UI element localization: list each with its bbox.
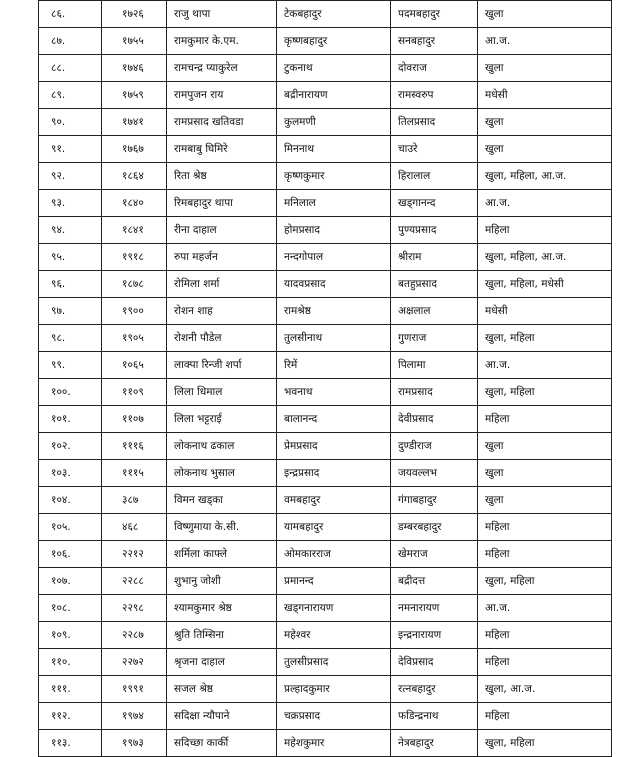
category-cell: खुला, महिला, मधेसी — [478, 271, 612, 298]
candidate-name-cell: रिता श्रेष्ठ — [167, 163, 277, 190]
father-name-cell: महेश्वर — [277, 622, 391, 649]
candidate-name-cell: लिला धिमाल — [167, 379, 277, 406]
candidate-name-cell: रिमबहादुर थापा — [167, 190, 277, 217]
category-cell: खुला — [478, 136, 612, 163]
table-row — [39, 676, 612, 703]
table-row — [39, 406, 612, 433]
father-name-cell: कृष्णकुमार — [277, 163, 391, 190]
category-cell: आ.ज. — [478, 28, 612, 55]
table-row — [39, 82, 612, 109]
grandfather-name-cell: सनबहादुर — [391, 28, 478, 55]
father-name-cell: बद्रीनारायण — [277, 82, 391, 109]
roll-number-cell: २२१२ — [102, 541, 167, 568]
table-row — [39, 1, 612, 28]
grandfather-name-cell: रामप्रसाद — [391, 379, 478, 406]
roll-number-cell: १११५ — [102, 460, 167, 487]
grandfather-name-cell: पुण्यप्रसाद — [391, 217, 478, 244]
grandfather-name-cell: देवीप्रसाद — [391, 406, 478, 433]
father-name-cell: नन्दगोपाल — [277, 244, 391, 271]
roll-number-cell: १९१८ — [102, 244, 167, 271]
roll-number-cell: २२८७ — [102, 622, 167, 649]
category-cell: आ.ज. — [478, 190, 612, 217]
table-row — [39, 487, 612, 514]
grandfather-name-cell: खेमराज — [391, 541, 478, 568]
table-row — [39, 460, 612, 487]
category-cell: खुला — [478, 1, 612, 28]
serial-number-cell: १०५. — [39, 514, 102, 541]
father-name-cell: तुलसीनाथ — [277, 325, 391, 352]
candidate-name-cell: रामकुमार के.एम. — [167, 28, 277, 55]
candidate-name-cell: रामपुजन राय — [167, 82, 277, 109]
father-name-cell: यामबहादुर — [277, 514, 391, 541]
category-cell: मधेसी — [478, 82, 612, 109]
candidate-name-cell: श्यामकुमार श्रेष्ठ — [167, 595, 277, 622]
serial-number-cell: ९२. — [39, 163, 102, 190]
category-cell: खुला, महिला — [478, 325, 612, 352]
grandfather-name-cell: तिलप्रसाद — [391, 109, 478, 136]
roll-number-cell: १८६४ — [102, 163, 167, 190]
serial-number-cell: ९८. — [39, 325, 102, 352]
father-name-cell: ओमकारराज — [277, 541, 391, 568]
table-row — [39, 595, 612, 622]
candidate-name-cell: राजु थापा — [167, 1, 277, 28]
table-row — [39, 379, 612, 406]
serial-number-cell: ८६. — [39, 1, 102, 28]
father-name-cell: वमबहादुर — [277, 487, 391, 514]
grandfather-name-cell: पिलामा — [391, 352, 478, 379]
table-row — [39, 190, 612, 217]
roll-number-cell: १७२६ — [102, 1, 167, 28]
serial-number-cell: ९१. — [39, 136, 102, 163]
roll-number-cell: १८७८ — [102, 271, 167, 298]
roll-number-cell: १७५९ — [102, 82, 167, 109]
serial-number-cell: ११२. — [39, 703, 102, 730]
father-name-cell: इन्द्रप्रसाद — [277, 460, 391, 487]
category-cell: आ.ज. — [478, 352, 612, 379]
grandfather-name-cell: गुणराज — [391, 325, 478, 352]
table-row — [39, 568, 612, 595]
father-name-cell: टुकनाथ — [277, 55, 391, 82]
father-name-cell: खड्गनारायण — [277, 595, 391, 622]
candidate-name-cell: रामबाबु घिमिरे — [167, 136, 277, 163]
candidate-name-cell: श्रुति तिम्सिना — [167, 622, 277, 649]
candidate-name-cell: रोशनी पौडेल — [167, 325, 277, 352]
roll-number-cell: १८४१ — [102, 217, 167, 244]
roll-number-cell: ११०९ — [102, 379, 167, 406]
father-name-cell: यादवप्रसाद — [277, 271, 391, 298]
grandfather-name-cell: जयवल्लभ — [391, 460, 478, 487]
category-cell: खुला, महिला, आ.ज. — [478, 244, 612, 271]
serial-number-cell: ११३. — [39, 730, 102, 757]
serial-number-cell: ११०. — [39, 649, 102, 676]
grandfather-name-cell: रत्नबहादुर — [391, 676, 478, 703]
serial-number-cell: ९५. — [39, 244, 102, 271]
table-row — [39, 649, 612, 676]
serial-number-cell: ९०. — [39, 109, 102, 136]
table-row — [39, 28, 612, 55]
candidate-name-cell: शुभानु जोशी — [167, 568, 277, 595]
roll-number-cell: १७४६ — [102, 55, 167, 82]
candidates-table — [38, 0, 612, 757]
serial-number-cell: ८९. — [39, 82, 102, 109]
grandfather-name-cell: खड्गानन्द — [391, 190, 478, 217]
candidate-name-cell: रीना दाहाल — [167, 217, 277, 244]
roll-number-cell: ११०७ — [102, 406, 167, 433]
roll-number-cell: २२८८ — [102, 568, 167, 595]
father-name-cell: रिमें — [277, 352, 391, 379]
candidate-name-cell: सजल श्रेष्ठ — [167, 676, 277, 703]
father-name-cell: बालानन्द — [277, 406, 391, 433]
category-cell: महिला — [478, 406, 612, 433]
grandfather-name-cell: नमनारायण — [391, 595, 478, 622]
candidate-name-cell: लोकनाथ ढकाल — [167, 433, 277, 460]
table-row — [39, 298, 612, 325]
candidate-name-cell: लाक्पा रिन्जी शर्पा — [167, 352, 277, 379]
candidate-name-cell: लिला भट्टराई — [167, 406, 277, 433]
table-row — [39, 730, 612, 757]
candidate-name-cell: लोकनाथ भुसाल — [167, 460, 277, 487]
grandfather-name-cell: चाउरे — [391, 136, 478, 163]
category-cell: खुला, महिला, आ.ज. — [478, 163, 612, 190]
grandfather-name-cell: देविप्रसाद — [391, 649, 478, 676]
roll-number-cell: २२९८ — [102, 595, 167, 622]
category-cell: महिला — [478, 514, 612, 541]
results-list — [38, 0, 611, 757]
candidate-name-cell: रोशन शाह — [167, 298, 277, 325]
father-name-cell: होमप्रसाद — [277, 217, 391, 244]
candidate-name-cell: सदिच्छा कार्की — [167, 730, 277, 757]
grandfather-name-cell: हिरालाल — [391, 163, 478, 190]
candidate-name-cell: विष्णुमाया के.सी. — [167, 514, 277, 541]
father-name-cell: भवनाथ — [277, 379, 391, 406]
candidate-name-cell: रामचन्द्र प्याकुरेल — [167, 55, 277, 82]
category-cell: मधेसी — [478, 298, 612, 325]
grandfather-name-cell: पदमबहादुर — [391, 1, 478, 28]
candidate-name-cell: श्रृजना दाहाल — [167, 649, 277, 676]
serial-number-cell: १०४. — [39, 487, 102, 514]
father-name-cell: मिननाथ — [277, 136, 391, 163]
category-cell: खुला, महिला — [478, 379, 612, 406]
father-name-cell: कुलमणी — [277, 109, 391, 136]
serial-number-cell: ९६. — [39, 271, 102, 298]
father-name-cell: महेशकुमार — [277, 730, 391, 757]
serial-number-cell: १०९. — [39, 622, 102, 649]
roll-number-cell: १७४१ — [102, 109, 167, 136]
category-cell: खुला, महिला — [478, 568, 612, 595]
category-cell: आ.ज. — [478, 595, 612, 622]
grandfather-name-cell: डम्बरबहादुर — [391, 514, 478, 541]
table-row — [39, 271, 612, 298]
serial-number-cell: ८७. — [39, 28, 102, 55]
grandfather-name-cell: फडिन्द्रनाथ — [391, 703, 478, 730]
father-name-cell: कृष्णबहादुर — [277, 28, 391, 55]
serial-number-cell: ९४. — [39, 217, 102, 244]
candidate-name-cell: सदिक्षा न्यौपाने — [167, 703, 277, 730]
candidate-name-cell: रोमिला शर्मा — [167, 271, 277, 298]
category-cell: महिला — [478, 217, 612, 244]
category-cell: महिला — [478, 622, 612, 649]
category-cell: महिला — [478, 703, 612, 730]
serial-number-cell: १०७. — [39, 568, 102, 595]
category-cell: खुला — [478, 433, 612, 460]
roll-number-cell: १०६५ — [102, 352, 167, 379]
roll-number-cell: २२७२ — [102, 649, 167, 676]
table-row — [39, 325, 612, 352]
serial-number-cell: ९९. — [39, 352, 102, 379]
table-row — [39, 514, 612, 541]
roll-number-cell: ३८७ — [102, 487, 167, 514]
father-name-cell: तुलसीप्रसाद — [277, 649, 391, 676]
candidates-table-body — [39, 1, 612, 757]
roll-number-cell: १८४० — [102, 190, 167, 217]
roll-number-cell: १७५५ — [102, 28, 167, 55]
roll-number-cell: १७६७ — [102, 136, 167, 163]
category-cell: खुला, आ.ज. — [478, 676, 612, 703]
father-name-cell: प्रेमप्रसाद — [277, 433, 391, 460]
table-row — [39, 163, 612, 190]
grandfather-name-cell: अक्षलाल — [391, 298, 478, 325]
father-name-cell: मनिलाल — [277, 190, 391, 217]
grandfather-name-cell: श्रीराम — [391, 244, 478, 271]
table-row — [39, 109, 612, 136]
grandfather-name-cell: दुण्डीराज — [391, 433, 478, 460]
grandfather-name-cell: गंगाबहादुर — [391, 487, 478, 514]
roll-number-cell: ४६८ — [102, 514, 167, 541]
grandfather-name-cell: इन्द्रनारायण — [391, 622, 478, 649]
serial-number-cell: १०३. — [39, 460, 102, 487]
serial-number-cell: १०१. — [39, 406, 102, 433]
table-row — [39, 136, 612, 163]
category-cell: खुला — [478, 487, 612, 514]
table-row — [39, 55, 612, 82]
father-name-cell: टेकबहादुर — [277, 1, 391, 28]
grandfather-name-cell: रामस्वरुप — [391, 82, 478, 109]
father-name-cell: चक्रप्रसाद — [277, 703, 391, 730]
grandfather-name-cell: बद्रीदत्त — [391, 568, 478, 595]
grandfather-name-cell: दोवराज — [391, 55, 478, 82]
grandfather-name-cell: बतहुप्रसाद — [391, 271, 478, 298]
category-cell: खुला — [478, 55, 612, 82]
serial-number-cell: १०२. — [39, 433, 102, 460]
table-row — [39, 541, 612, 568]
table-row — [39, 244, 612, 271]
roll-number-cell: १९७४ — [102, 703, 167, 730]
serial-number-cell: ९३. — [39, 190, 102, 217]
serial-number-cell: १०६. — [39, 541, 102, 568]
father-name-cell: प्रल्हादकुमार — [277, 676, 391, 703]
serial-number-cell: ९७. — [39, 298, 102, 325]
serial-number-cell: ८८. — [39, 55, 102, 82]
table-row — [39, 352, 612, 379]
table-row — [39, 703, 612, 730]
candidate-name-cell: रामप्रसाद खतिवडा — [167, 109, 277, 136]
roll-number-cell: १९९१ — [102, 676, 167, 703]
father-name-cell: प्रमानन्द — [277, 568, 391, 595]
table-row — [39, 217, 612, 244]
roll-number-cell: १९०५ — [102, 325, 167, 352]
category-cell: महिला — [478, 649, 612, 676]
category-cell: खुला — [478, 460, 612, 487]
category-cell: खुला, महिला — [478, 730, 612, 757]
table-row — [39, 622, 612, 649]
candidate-name-cell: शर्मिला काफ्ले — [167, 541, 277, 568]
category-cell: खुला — [478, 109, 612, 136]
roll-number-cell: १११६ — [102, 433, 167, 460]
roll-number-cell: १९०० — [102, 298, 167, 325]
serial-number-cell: १००. — [39, 379, 102, 406]
roll-number-cell: १९७३ — [102, 730, 167, 757]
candidate-name-cell: रुपा महर्जन — [167, 244, 277, 271]
category-cell: महिला — [478, 541, 612, 568]
father-name-cell: रामश्रेष्ठ — [277, 298, 391, 325]
grandfather-name-cell: नेत्रबहादुर — [391, 730, 478, 757]
serial-number-cell: १०८. — [39, 595, 102, 622]
serial-number-cell: १११. — [39, 676, 102, 703]
table-row — [39, 433, 612, 460]
candidate-name-cell: विमन खड्का — [167, 487, 277, 514]
